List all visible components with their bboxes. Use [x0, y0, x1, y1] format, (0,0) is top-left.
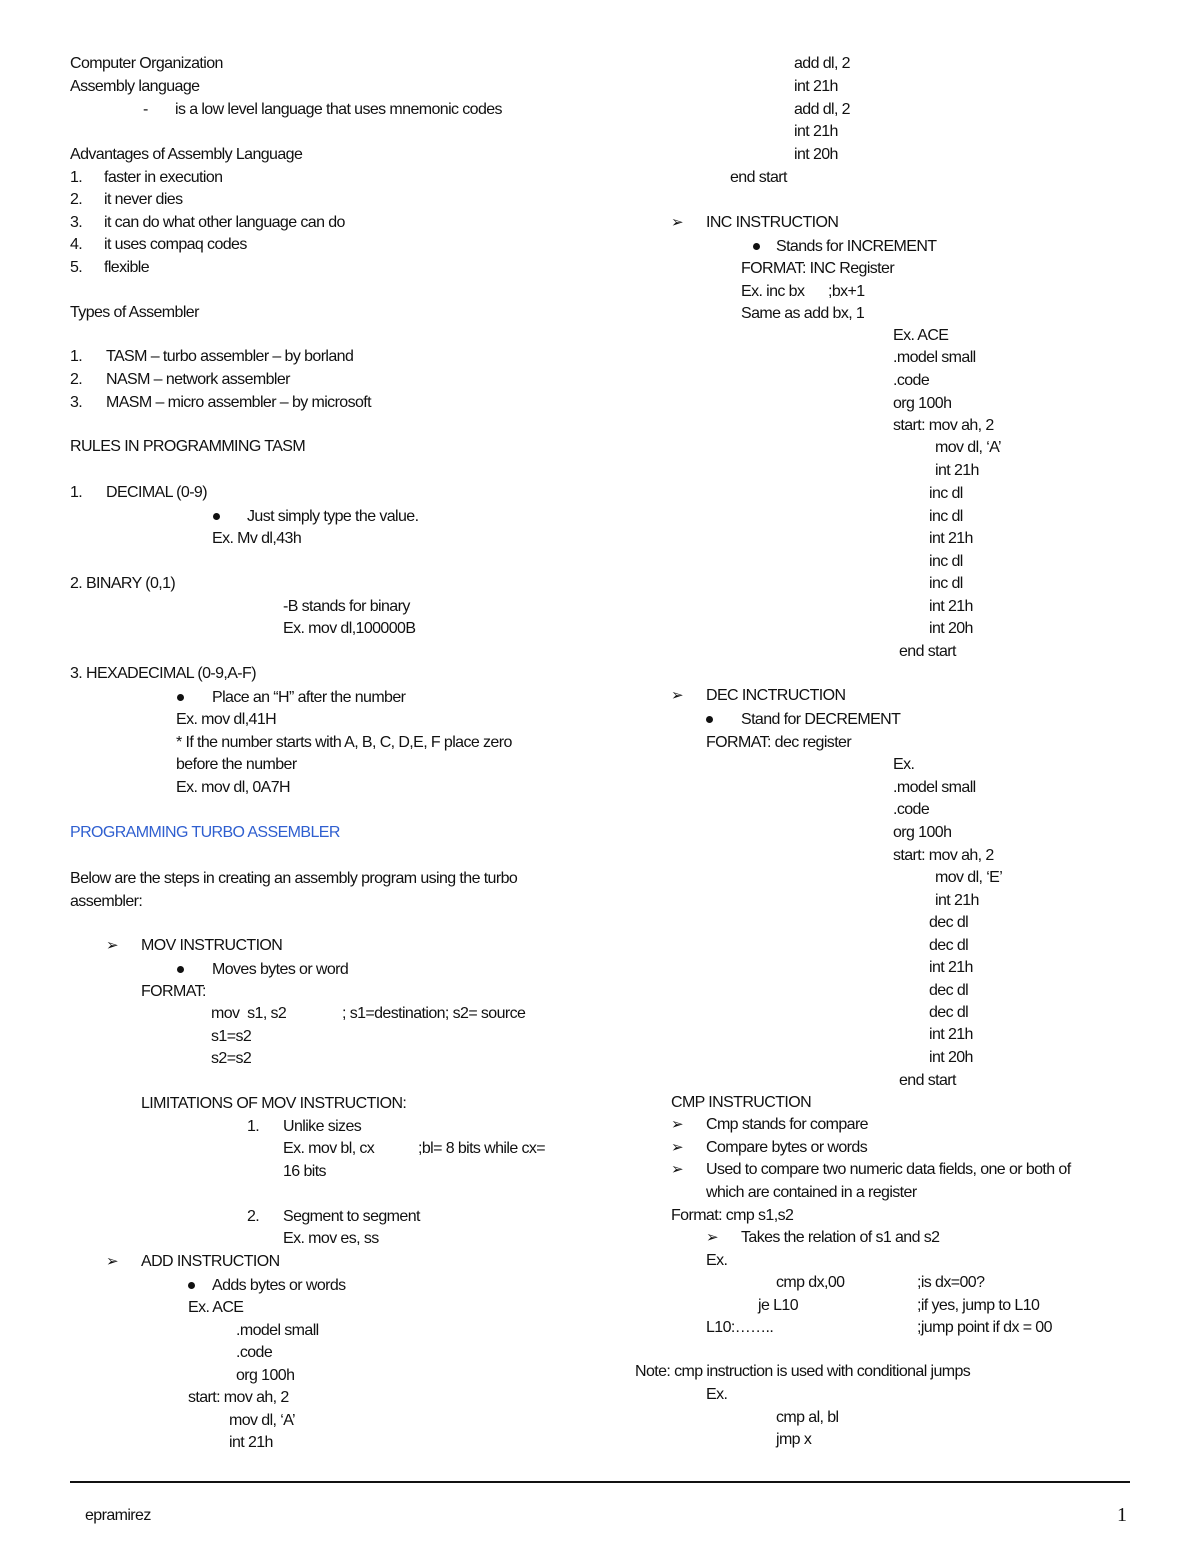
code-line: int 20h [929, 620, 973, 637]
code-line: int 21h [929, 530, 973, 547]
code-line: .model small [236, 1322, 319, 1339]
mov-line: s1=s2 [211, 1028, 252, 1045]
decimal-example: Ex. Mv dl,43h [212, 530, 302, 547]
code-line: .model small [893, 779, 976, 796]
cmp-point-cont: which are contained in a register [706, 1184, 917, 1201]
cmp-point: Cmp stands for compare [706, 1116, 868, 1133]
list-item: it never dies [104, 191, 183, 208]
code-line: start: mov ah, 2 [893, 417, 994, 434]
cmp-example-label: Ex. [706, 1252, 728, 1269]
steps-text-cont: assembler: [70, 893, 143, 910]
code-line: mov dl, ‘A’ [229, 1412, 296, 1429]
cmp-heading: CMP INSTRUCTION [671, 1094, 812, 1111]
dec-format: FORMAT: dec register [706, 734, 852, 751]
inc-bullet: Stands for INCREMENT [776, 238, 937, 255]
code-line: int 21h [229, 1434, 273, 1451]
footer-author: epramirez [85, 1507, 151, 1524]
bullet-icon [753, 243, 760, 250]
arrow-bullet-icon: ➢ [671, 1116, 683, 1133]
mov-heading: MOV INSTRUCTION [141, 937, 283, 954]
page-number: 1 [1117, 1504, 1127, 1526]
code-line: cmp dx,00 [776, 1274, 845, 1291]
rules-heading: RULES IN PROGRAMMING TASM [70, 438, 306, 455]
cmp-point: Used to compare two numeric data fields, one or both of [706, 1161, 1071, 1178]
list-item: it uses compaq codes [104, 236, 247, 253]
cmp-point: Compare bytes or words [706, 1139, 868, 1156]
code-line: end start [899, 643, 956, 660]
cmp-note: Note: cmp instruction is used with conditional jumps [635, 1363, 971, 1380]
list-number: 2. [247, 1208, 260, 1225]
code-line: int 21h [794, 123, 838, 140]
inc-example-comment: ;bx+1 [828, 283, 865, 300]
mov-format-comment: ; s1=destination; s2= source [342, 1005, 526, 1022]
list-item: NASM – network assembler [106, 371, 290, 388]
code-line: .code [236, 1344, 273, 1361]
arrow-bullet-icon: ➢ [106, 937, 118, 954]
list-number: 1. [247, 1118, 260, 1135]
binary-note: -B stands for binary [283, 598, 410, 615]
arrow-bullet-icon: ➢ [671, 687, 683, 704]
hex-example-2: Ex. mov dl, 0A7H [176, 779, 291, 796]
types-heading: Types of Assembler [70, 304, 199, 321]
limitation-item: Unlike sizes [283, 1118, 362, 1135]
binary-example: Ex. mov dl,100000B [283, 620, 416, 637]
list-number: 1. [70, 348, 83, 365]
hex-example: Ex. mov dl,41H [176, 711, 277, 728]
code-line: int 21h [929, 598, 973, 615]
limitation-example: Ex. mov bl, cx [283, 1140, 375, 1157]
add-example-label: Ex. ACE [188, 1299, 244, 1316]
arrow-bullet-icon: ➢ [106, 1253, 118, 1270]
decimal-bullet: Just simply type the value. [247, 508, 419, 525]
bullet-icon [177, 966, 184, 973]
decimal-heading: DECIMAL (0-9) [106, 484, 207, 501]
dec-bullet: Stand for DECREMENT [741, 711, 901, 728]
code-line: .code [893, 372, 930, 389]
mov-bullet: Moves bytes or word [212, 961, 349, 978]
arrow-bullet-icon: ➢ [671, 1161, 683, 1178]
bullet-icon [177, 694, 184, 701]
code-line: dec dl [929, 1004, 969, 1021]
hex-note-cont: before the number [176, 756, 297, 773]
list-item: MASM – micro assembler – by microsoft [106, 394, 371, 411]
cmp-sub-point: Takes the relation of s1 and s2 [741, 1229, 940, 1246]
code-line: dec dl [929, 914, 969, 931]
cmp-format: Format: cmp s1,s2 [671, 1207, 794, 1224]
code-line: int 21h [929, 959, 973, 976]
list-number: 3. [70, 214, 83, 231]
cmp-example-label: Ex. [706, 1386, 728, 1403]
code-line: int 20h [794, 146, 838, 163]
hex-bullet: Place an “H” after the number [212, 689, 406, 706]
list-number: 1. [70, 169, 83, 186]
code-line: start: mov ah, 2 [188, 1389, 289, 1406]
bullet-icon [706, 716, 713, 723]
arrow-bullet-icon: ➢ [671, 1139, 683, 1156]
mov-format-label: FORMAT: [141, 983, 206, 1000]
programming-heading: PROGRAMMING TURBO ASSEMBLER [70, 824, 340, 841]
code-comment: ;is dx=00? [917, 1274, 985, 1291]
inc-example: Ex. inc bx [741, 283, 805, 300]
list-number: 5. [70, 259, 83, 276]
list-number: 3. [70, 394, 83, 411]
arrow-bullet-icon: ➢ [706, 1229, 718, 1246]
dash-marker: - [143, 101, 148, 118]
hex-note: * If the number starts with A, B, C, D,E, F place zero [176, 734, 512, 751]
code-line: int 21h [935, 892, 979, 909]
code-line: inc dl [929, 553, 963, 570]
code-line: add dl, 2 [794, 55, 850, 72]
code-line: .code [893, 801, 930, 818]
code-comment: ;if yes, jump to L10 [917, 1297, 1040, 1314]
list-item: it can do what other language can do [104, 214, 345, 231]
code-line: inc dl [929, 508, 963, 525]
code-comment: ;jump point if dx = 00 [917, 1319, 1052, 1336]
doc-subtitle: Assembly language [70, 78, 200, 95]
code-line: Ex. [893, 756, 915, 773]
code-line: int 21h [794, 78, 838, 95]
mov-line: s2=s2 [211, 1050, 252, 1067]
code-line: int 21h [935, 462, 979, 479]
code-line: end start [730, 169, 787, 186]
code-line: start: mov ah, 2 [893, 847, 994, 864]
doc-title: Computer Organization [70, 55, 223, 72]
code-line: add dl, 2 [794, 101, 850, 118]
hex-heading: 3. HEXADECIMAL (0-9,A-F) [70, 665, 256, 682]
list-number: 4. [70, 236, 83, 253]
limitation-comment: ;bl= 8 bits while cx= [418, 1140, 546, 1157]
code-line: je L10 [758, 1297, 798, 1314]
binary-heading: 2. BINARY (0,1) [70, 575, 176, 592]
code-line: cmp al, bl [776, 1409, 839, 1426]
arrow-bullet-icon: ➢ [671, 214, 683, 231]
code-line: org 100h [893, 824, 952, 841]
bullet-icon [188, 1282, 195, 1289]
list-item: TASM – turbo assembler – by borland [106, 348, 354, 365]
inc-format: FORMAT: INC Register [741, 260, 895, 277]
footer-divider [70, 1481, 1130, 1483]
list-number: 2. [70, 371, 83, 388]
steps-text: Below are the steps in creating an assembly program using the turbo [70, 870, 518, 887]
code-line: org 100h [893, 395, 952, 412]
list-number: 2. [70, 191, 83, 208]
code-line: end start [899, 1072, 956, 1089]
code-line: inc dl [929, 575, 963, 592]
code-line: Ex. ACE [893, 327, 949, 344]
definition-text: is a low level language that uses mnemonic codes [175, 101, 502, 118]
code-line: dec dl [929, 937, 969, 954]
code-line: org 100h [236, 1367, 295, 1384]
code-line: dec dl [929, 982, 969, 999]
limitations-heading: LIMITATIONS OF MOV INSTRUCTION: [141, 1095, 407, 1112]
code-line: L10:…….. [706, 1319, 774, 1336]
code-line: inc dl [929, 485, 963, 502]
code-line: int 20h [929, 1049, 973, 1066]
code-line: jmp x [776, 1431, 812, 1448]
limitation-item: Segment to segment [283, 1208, 420, 1225]
inc-heading: INC INSTRUCTION [706, 214, 839, 231]
code-line: int 21h [929, 1026, 973, 1043]
add-bullet: Adds bytes or words [212, 1277, 346, 1294]
add-heading: ADD INSTRUCTION [141, 1253, 280, 1270]
mov-format-code: mov s1, s2 [211, 1005, 287, 1022]
dec-heading: DEC INCTRUCTION [706, 687, 846, 704]
inc-same-as: Same as add bx, 1 [741, 305, 865, 322]
code-line: mov dl, ‘E’ [935, 869, 1003, 886]
list-number: 1. [70, 484, 83, 501]
bullet-icon [213, 513, 220, 520]
list-item: faster in execution [104, 169, 223, 186]
list-item: flexible [104, 259, 150, 276]
code-line: mov dl, ‘A’ [935, 439, 1002, 456]
limitation-example: Ex. mov es, ss [283, 1230, 379, 1247]
advantages-heading: Advantages of Assembly Language [70, 146, 303, 163]
limitation-comment-cont: 16 bits [283, 1163, 326, 1180]
code-line: .model small [893, 349, 976, 366]
